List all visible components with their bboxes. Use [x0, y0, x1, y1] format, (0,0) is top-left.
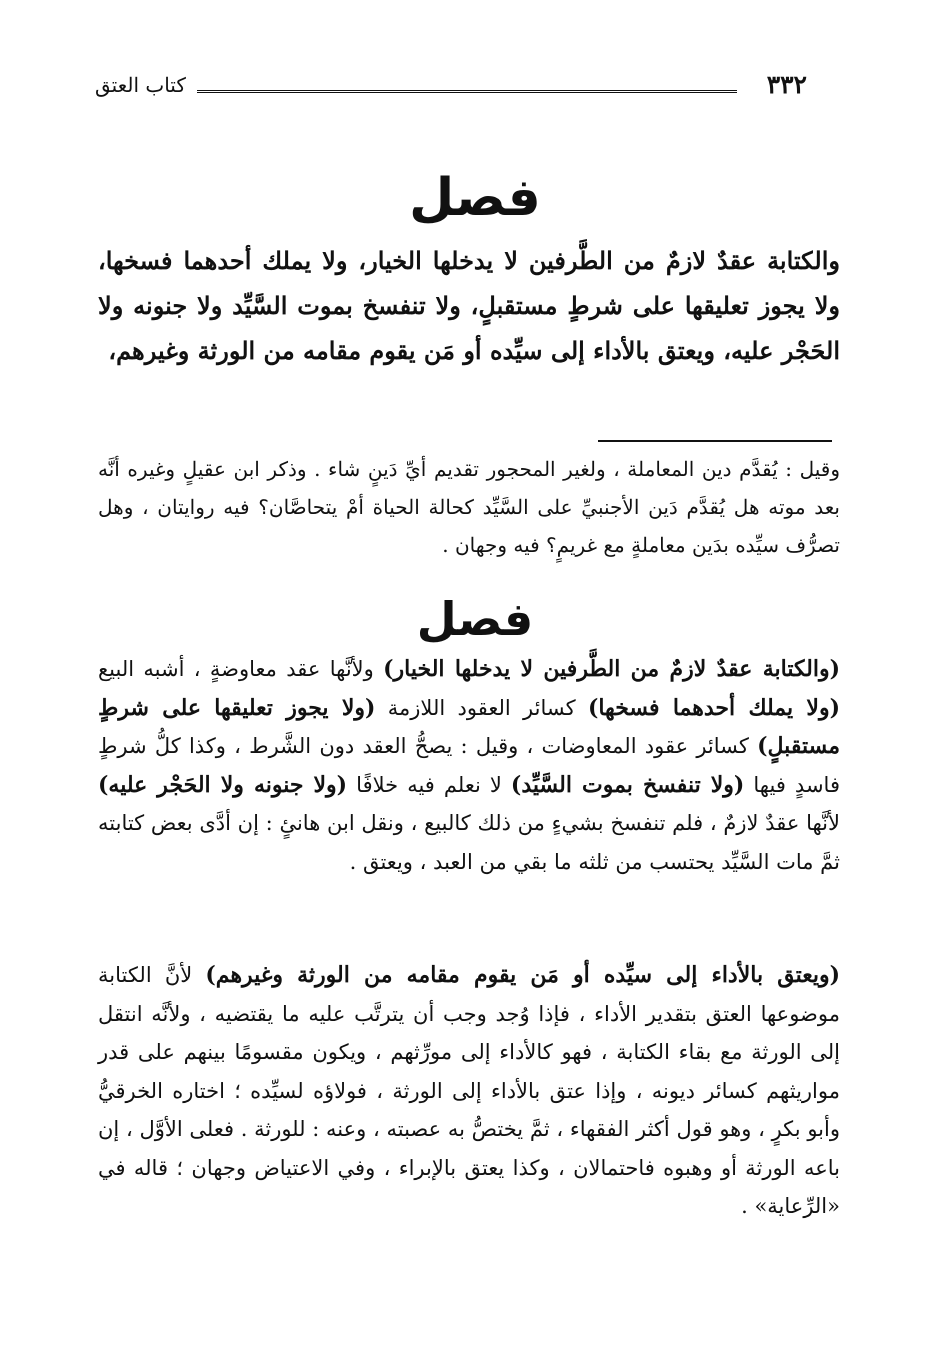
commentary-text: لأنَّها عقدٌ لازمٌ ، فلم تنفسخ بشيءٍ من ذلك كالبيع ، ونقل ابن هانئٍ : إن أدَّى بعض كتابته ثمَّ مات السَّيِّد يحتسب من ثلثه ما بقي من العبد ، ويعتق . [98, 811, 840, 874]
commentary-text: ولأنَّها عقد معاوضةٍ ، أشبه البيع [98, 657, 384, 681]
commentary-paragraph [98, 650, 840, 881]
running-title: كتاب العتق [95, 73, 186, 97]
section-heading-commentary: فصل [416, 592, 534, 646]
commentary-paragraph [98, 956, 840, 1226]
quoted-matn: (ولا تنفسخ بموت السَّيِّد) [510, 771, 745, 798]
quoted-matn: (ولا يجوز تعليقها على شرطٍ مستقبلٍ) [98, 694, 840, 759]
quoted-matn: (ويعتق بالأداء إلى سيِّده أو مَن يقوم مقامه من الورثة وغيرهم) [205, 962, 840, 988]
page-header [95, 68, 807, 108]
quoted-matn: (والكتابة عقدٌ لازمٌ من الطَّرفين لا يدخلها الخيار) [383, 656, 840, 682]
commentary-text: لأنَّ الكتابة موضوعها العتق بتقدير الأداء ، فإذا وُجد وجب أن يترتَّب عليه ما يقتضيه ، ولأنَّه انتقل إلى الورثة مع بقاء الكتابة ، فهو كالأداء إلى مورِّثهم ، ويكون مقسومًا بينهم على قدر مواريثهم كسائر ديونه ، وإذا عتق بالأداء إلى الورثة ، فولاؤه لسيِّده ؛ اختاره الخرقيُّ وأبو بكرٍ ، وهو قول أكثر الفقهاء ، ثمَّ يختصُّ به عصبته ، وعنه : للورثة . فعلى الأوَّل ، إن باعه الورثة أو وهبوه فاحتمالان ، وكذا يعتق بالإبراء ، وفي الاعتياض وجهان ؛ قاله في «الرِّعاية» . [98, 963, 840, 1218]
footnote-text: وقيل : يُقدَّم دين المعاملة ، ولغير المحجور تقديم أيِّ دَينٍ شاء . وذكر ابن عقيلٍ وغيره أنَّه بعد موته هل يُقدَّم دَين الأجنبيِّ على السَّيِّد كحالة الحياة أمْ يتحاصَّان؟ فيه روايتان ، وهل تصرُّف سيِّده بدَين معاملةٍ مع غريمٍ؟ فيه وجهان . [98, 457, 840, 557]
header-rule [197, 90, 737, 93]
commentary-text: كسائر العقود اللازمة [375, 695, 588, 720]
commentary-text: كسائر عقود المعاوضات ، وقيل : يصحُّ العقد دون الشَّرط ، وكذا كلُّ شرطٍ فاسدٍ فيها [98, 734, 840, 797]
quoted-matn: (ولا يملك أحدهما فسخها) [587, 694, 841, 721]
page-number: ٣٣٢ [766, 70, 807, 99]
section-heading: فصل [409, 168, 541, 228]
matn-text: والكتابة عقدٌ لازمٌ من الطَّرفين لا يدخلها الخيار، ولا يملك أحدهما فسخها، ولا يجوز تعليقها على شرطٍ مستقبلٍ، ولا تنفسخ بموت السَّيِّد ولا جنونه ولا الحَجْر عليه، ويعتق بالأداء إلى سيِّده أو مَن يقوم مقامه من الورثة وغيرهم، [98, 246, 840, 365]
quoted-matn: (ولا جنونه ولا الحَجْر عليه) [98, 771, 348, 798]
commentary-text: لا نعلم فيه خلافًا [347, 772, 511, 797]
footnote-separator [598, 440, 832, 442]
